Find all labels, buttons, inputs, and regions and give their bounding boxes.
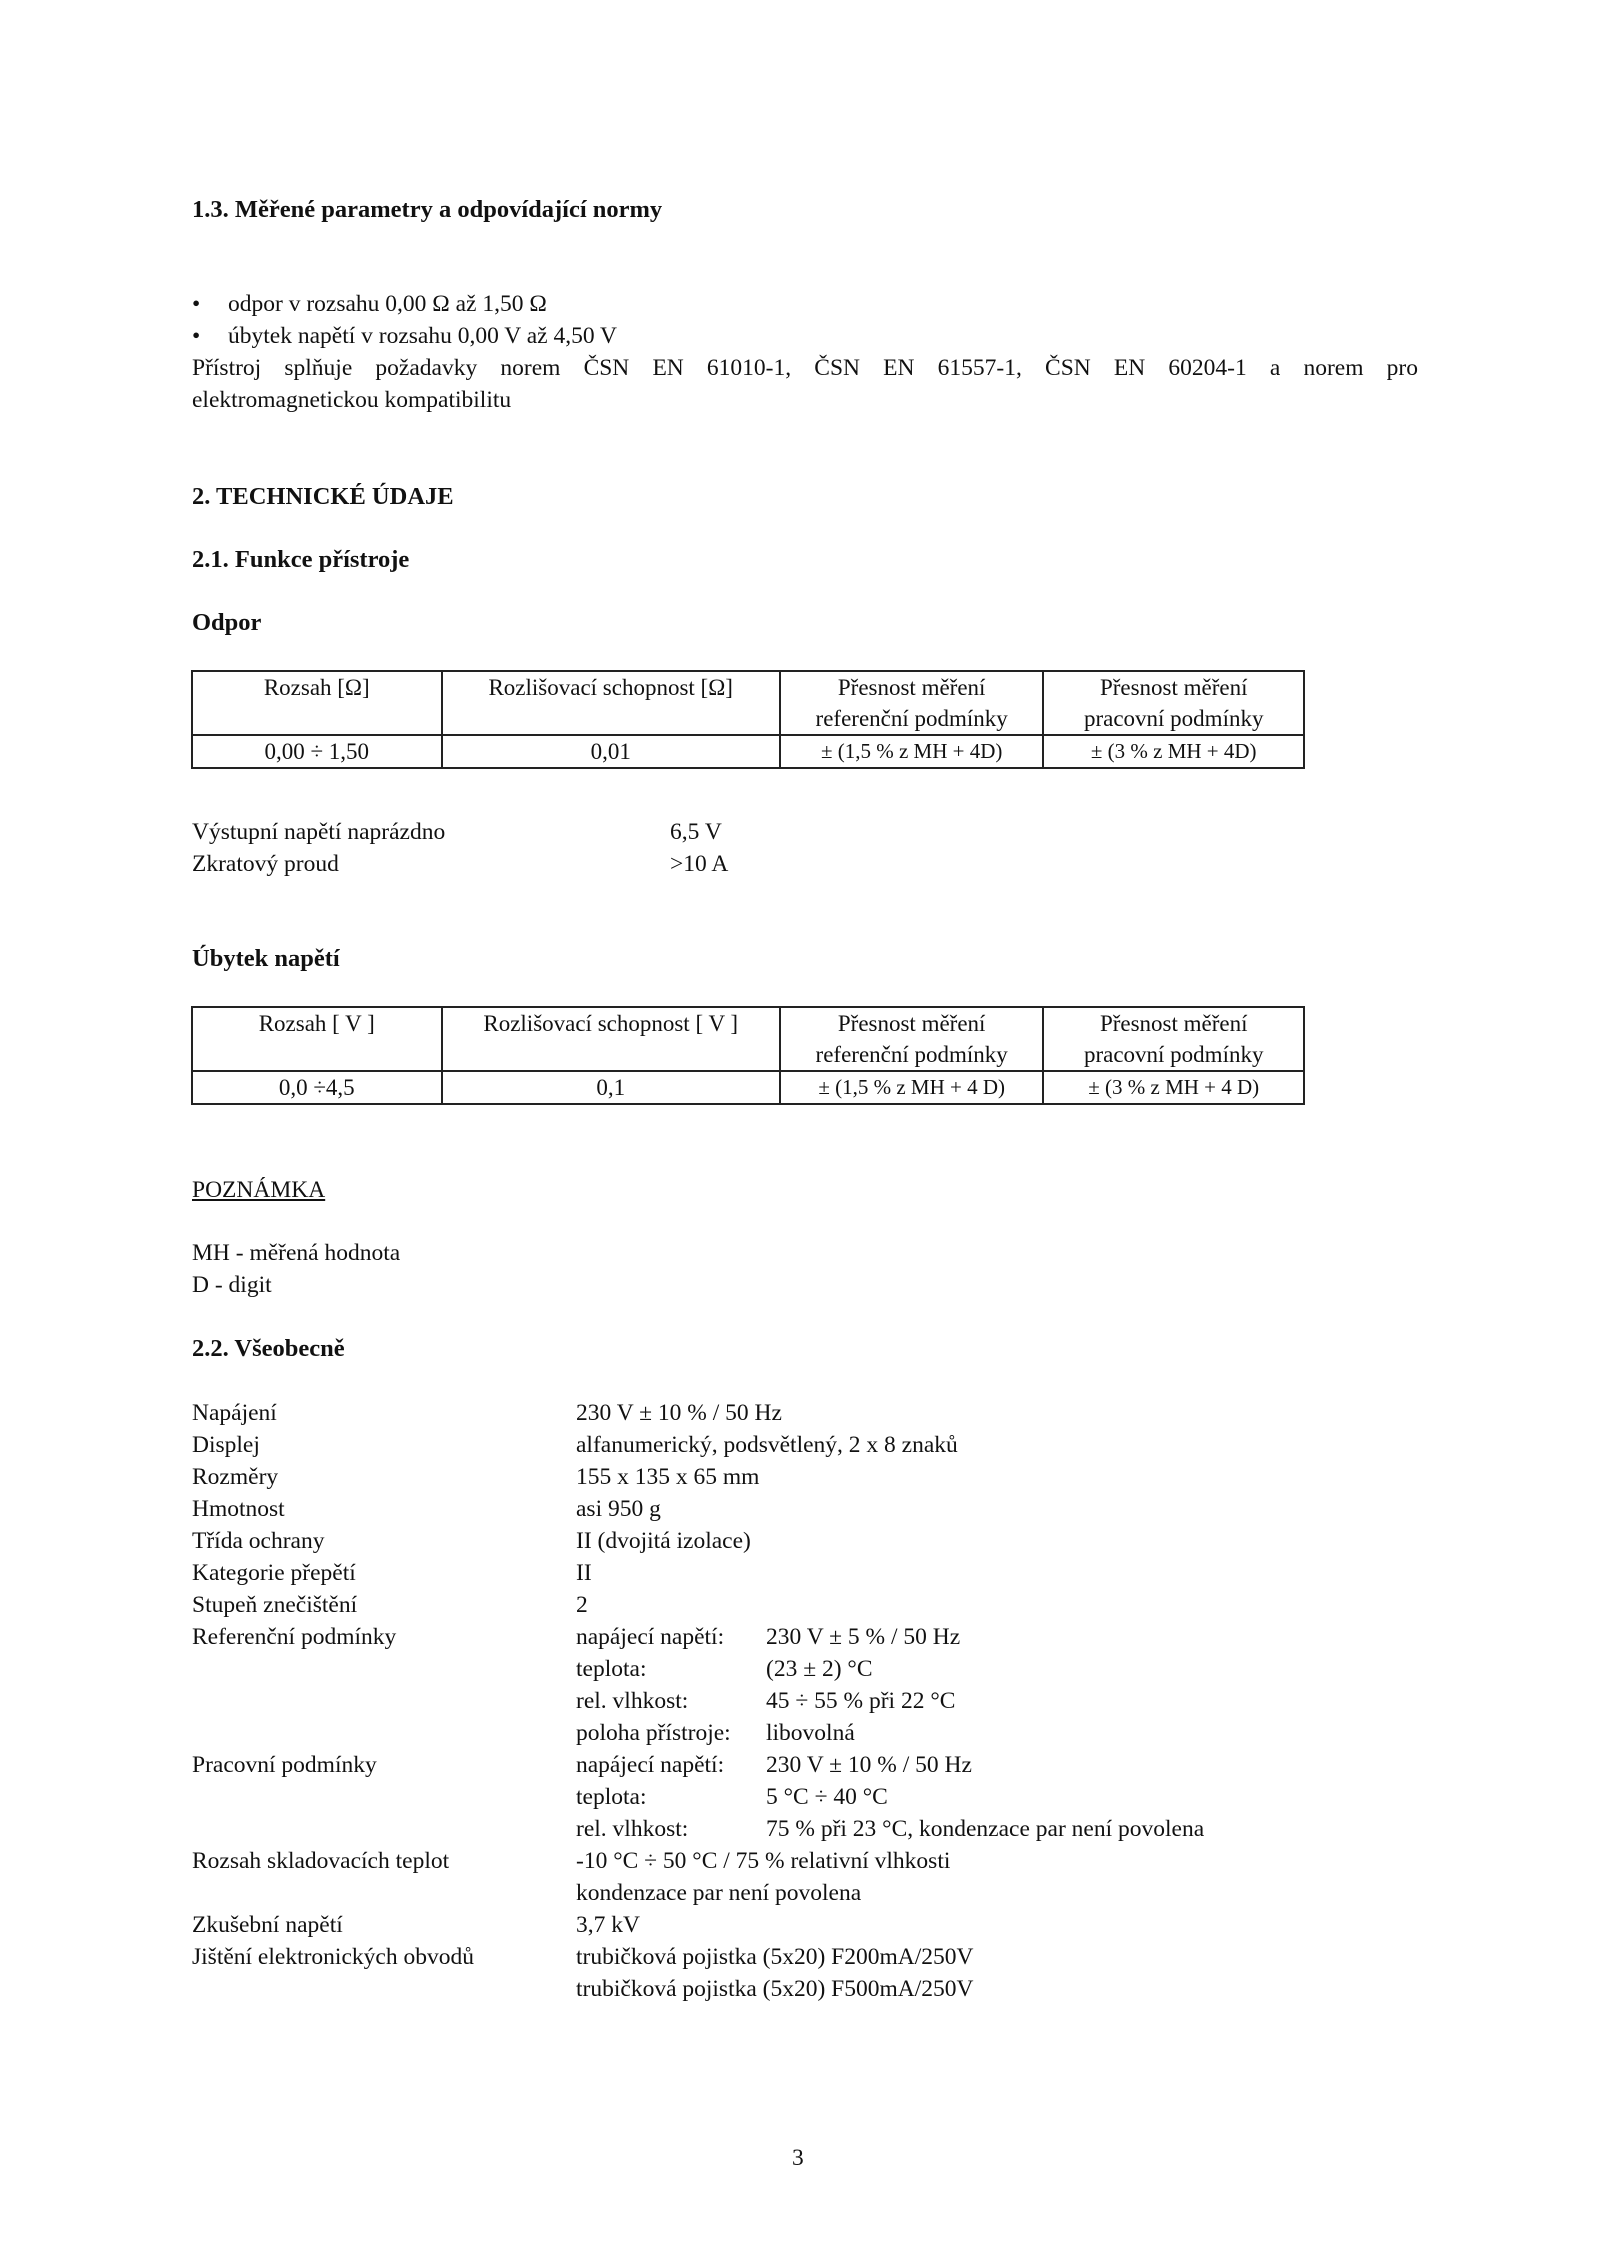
standards-paragraph-line-1: Přístroj splňuje požadavky norem ČSN EN 61010-1, ČSN EN 61557-1, ČSN EN 60204-1 a norem pro [192,355,1418,381]
standards-paragraph [192,352,1418,384]
working-conditions-row: teplota: 5 °C ÷ 40 °C [576,1784,888,1810]
note-heading: POZNÁMKA [192,1177,326,1203]
param-row: Zkratový proud >10 A [192,851,729,877]
ubytek-table [191,1006,1305,1105]
reference-conditions-row: Referenční podmínky napájecí napětí: 230 V ± 5 % / 50 Hz [192,1624,961,1650]
spec-row: Displej alfanumerický, podsvětlený, 2 x 8 znaků [192,1432,958,1458]
reference-conditions-row: rel. vlhkost: 45 ÷ 55 % při 22 °C [576,1688,956,1714]
note-line-mh: MH - měřená hodnota [192,1240,401,1266]
working-conditions-row: Pracovní podmínky napájecí napětí: 230 V ± 10 % / 50 Hz [192,1752,972,1778]
cell-rozliseni: 0,1 [442,1071,780,1104]
cell-rozsah: 0,0 ÷4,5 [192,1071,442,1104]
header-rozlisovaci-schopnost: Rozlišovací schopnost [ V ] [442,1007,780,1071]
table-header-row [192,1007,1304,1071]
fuses-row: trubičková pojistka (5x20) F500mA/250V [576,1976,974,2002]
param-row: Výstupní napětí naprázdno 6,5 V [192,819,722,845]
test-voltage-row: Zkušební napětí 3,7 kV [192,1912,640,1938]
section-2-1-heading: 2.1. Funkce přístroje [192,546,410,573]
spec-row: Stupeň znečištění 2 [192,1592,588,1618]
ubytek-heading: Úbytek napětí [192,945,340,972]
header-rozsah: Rozsah [ V ] [192,1007,442,1071]
reference-conditions-row: poloha přístroje: libovolná [576,1720,855,1746]
general-specs [192,1397,1392,2005]
cell-presnost-pracovni: ± (3 % z MH + 4D) [1043,735,1304,768]
table-row [192,1071,1304,1104]
header-rozlisovaci-schopnost: Rozlišovací schopnost [Ω] [442,671,780,735]
spec-row: Napájení 230 V ± 10 % / 50 Hz [192,1400,782,1426]
section-1-3-heading: 1.3. Měřené parametry a odpovídající normy [192,196,663,223]
header-presnost-referencni: Přesnost měření referenční podmínky [780,671,1044,735]
spec-row: Rozměry 155 x 135 x 65 mm [192,1464,760,1490]
page-number: 3 [792,2145,804,2171]
cell-rozsah: 0,00 ÷ 1,50 [192,735,442,768]
header-presnost-pracovni: Přesnost měření pracovní podmínky [1043,671,1304,735]
header-presnost-pracovni: Přesnost měření pracovní podmínky [1043,1007,1304,1071]
bullet-icon: • [192,323,201,349]
list-item: • odpor v rozsahu 0,00 Ω až 1,50 Ω [192,288,617,320]
fuses-row: Jištění elektronických obvodů trubičková pojistka (5x20) F200mA/250V [192,1944,974,1970]
odpor-table [191,670,1305,769]
table-header-row [192,671,1304,735]
reference-conditions-row: teplota: (23 ± 2) °C [576,1656,873,1682]
spec-row: Hmotnost asi 950 g [192,1496,661,1522]
spec-row: Kategorie přepětí II [192,1560,592,1586]
list-item: • úbytek napětí v rozsahu 0,00 V až 4,50 V [192,320,617,352]
spec-row: Třída ochrany II (dvojitá izolace) [192,1528,751,1554]
storage-temp-row: kondenzace par není povolena [576,1880,862,1906]
section-2-heading: 2. TECHNICKÉ ÚDAJE [192,483,454,510]
odpor-params [192,816,892,880]
header-rozsah: Rozsah [Ω] [192,671,442,735]
cell-presnost-pracovni: ± (3 % z MH + 4 D) [1043,1071,1304,1104]
cell-presnost-referencni: ± (1,5 % z MH + 4D) [780,735,1044,768]
table-row [192,735,1304,768]
note-line-d: D - digit [192,1272,272,1298]
section-2-2-heading: 2.2. Všeobecně [192,1335,345,1362]
storage-temp-row: Rozsah skladovacích teplot -10 °C ÷ 50 °C / 75 % relativní vlhkosti [192,1848,951,1874]
parameters-list [192,288,617,352]
odpor-heading: Odpor [192,609,262,636]
header-presnost-referencni: Přesnost měření referenční podmínky [780,1007,1044,1071]
standards-paragraph-line-2: elektromagnetickou kompatibilitu [192,387,512,413]
bullet-icon: • [192,291,201,317]
cell-presnost-referencni: ± (1,5 % z MH + 4 D) [780,1071,1044,1104]
cell-rozliseni: 0,01 [442,735,780,768]
working-conditions-row: rel. vlhkost: 75 % při 23 °C, kondenzace par není povolena [576,1816,1205,1842]
